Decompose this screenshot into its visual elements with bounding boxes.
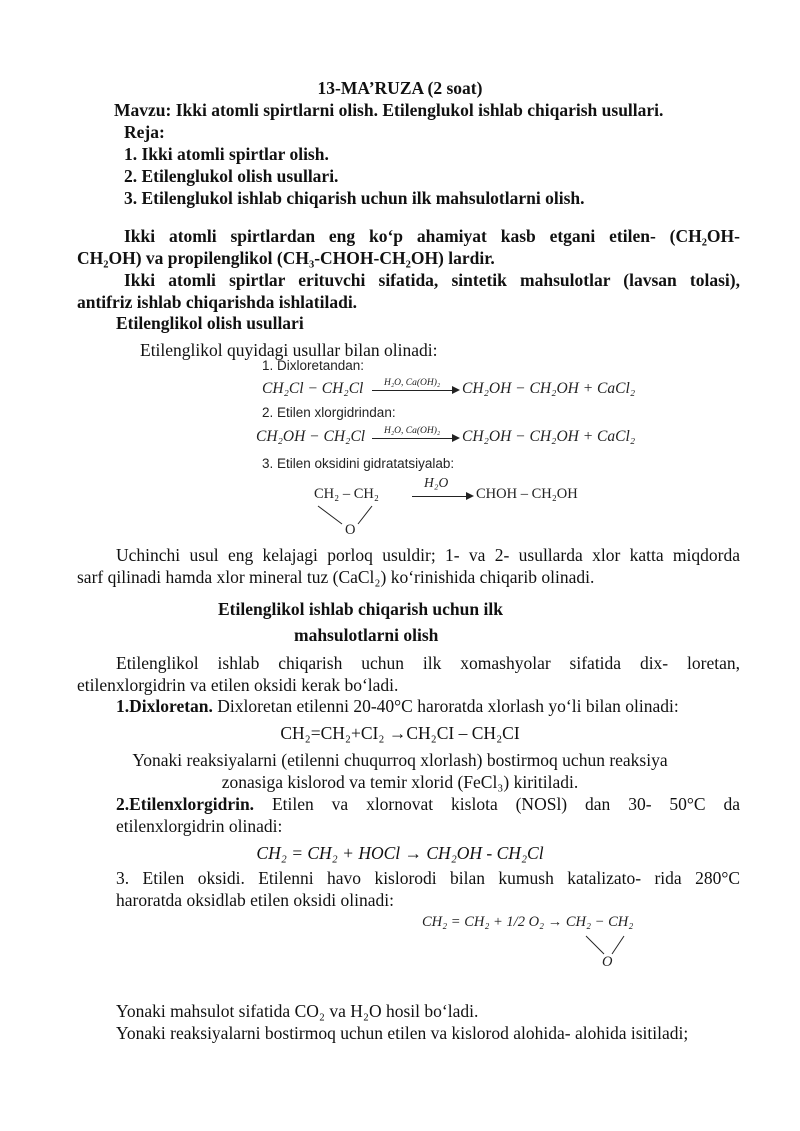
item3-oxygen: O — [602, 954, 613, 970]
method2-label: 2. Etilen xlorgidrindan: — [262, 405, 396, 420]
item3-line2: haroratda oksidlab etilen oksidi olinadi: — [116, 890, 394, 910]
method3-conditions: H₂O — [424, 475, 449, 490]
section-heading: Etilenglikol olish usullari — [116, 313, 304, 333]
item1-text: Dixloretan etilenni 20-40°C haroratda xlorlash yo‘li bilan olinadi: — [212, 696, 679, 716]
last-line: Yonaki reaksiyalarni bostirmoq uchun etilen va kislorod alohida- alohida isitiladi; — [116, 1023, 689, 1043]
method2-reactant: CH₂OH − CH₂Cl — [256, 428, 366, 445]
item2-line2: etilenxlorgidrin olinadi: — [116, 816, 283, 836]
plan-item-2: 2. Etilenglukol olish usullari. — [124, 166, 339, 186]
method2-conditions: H₂O, Ca(OH)₂ — [384, 426, 441, 436]
item1-equation: CH₂=CH₂+CI₂ →CH₂CI – CH₂CI — [280, 723, 520, 743]
intro-p2-line2: antifriz ishlab chiqarishda ishlatiladi. — [77, 292, 358, 312]
method1-conditions: H₂O, Ca(OH)₂ — [384, 378, 441, 388]
item3-line1: 3. Etilen oksidi. Etilenni havo kislorodi bilan kumush katalizato- rida 280°C — [116, 868, 740, 888]
method3-product: CHOH – CH₂OH — [476, 486, 578, 502]
method2-arrowhead — [452, 434, 460, 442]
section2-p1-line1: Etilenglikol ishlab chiqarish uchun ilk xomashyolar sifatida dix- loretan, — [116, 653, 740, 673]
item1-note-line2: zonasiga kislorod va temir xlorid (FeCl₃) kiritiladi. — [221, 772, 579, 792]
method1-reactant: CH₂Cl − CH₂Cl — [262, 380, 364, 397]
item2-line1 — [116, 794, 740, 815]
intro-p1-line1: Ikki atomli spirtlardan eng ko‘p ahamiyat kasb etgani etilen- (CH₂OH- — [124, 226, 740, 246]
method3-oxygen: O — [345, 522, 356, 538]
discussion-line1: Uchinchi usul eng kelajagi porloq usuldir; 1- va 2- usullarda xlor katta miqdorda — [116, 545, 740, 565]
item2-equation: CH₂ = CH₂ + HOCl → CH₂OH - CH₂Cl — [256, 843, 544, 863]
byproducts-line: Yonaki mahsulot sifatida CO₂ va H₂O hosil bo‘ladi. — [116, 1001, 479, 1021]
method3-reactant: CH₂ – CH₂ — [314, 486, 379, 502]
method1-arrow — [372, 390, 454, 391]
plan-item-3: 3. Etilenglukol ishlab chiqarish uchun ilk mahsulotlarni olish. — [124, 188, 585, 208]
method3-arrow — [412, 496, 468, 497]
section2-heading-line1: Etilenglikol ishlab chiqarish uchun ilk — [218, 599, 503, 619]
method3-label: 3. Etilen oksidini gidratatsiyalab: — [262, 456, 455, 471]
method3-arrowhead — [466, 492, 474, 500]
methods-intro: Etilenglikol quyidagi usullar bilan olinadi: — [140, 340, 438, 360]
item1-note-line1: Yonaki reaksiyalarni (etilenni chuqurroq xlorlash) bostirmoq uchun reaksiya — [132, 750, 668, 770]
intro-p1-line2: CH₂OH) va propilenglikol (CH₃-CHOH-CH₂OH) lardir. — [77, 248, 495, 268]
item1-label: 1.Dixloretan. — [116, 696, 213, 716]
item2-label: 2.Etilenxlorgidrin. — [116, 794, 255, 814]
item1-line — [116, 696, 679, 717]
section2-heading-line2: mahsulotlarni olish — [294, 625, 439, 645]
method2-product: CH₂OH − CH₂OH + CaCl₂ — [462, 428, 636, 445]
plan-label: Reja: — [124, 122, 165, 142]
plan-item-1: 1. Ikki atomli spirtlar olish. — [124, 144, 329, 164]
lecture-title: 13-MA’RUZA (2 soat) — [317, 78, 483, 98]
method1-arrowhead — [452, 386, 460, 394]
method2-arrow — [372, 438, 454, 439]
method1-product: CH₂OH − CH₂OH + CaCl₂ — [462, 380, 636, 397]
item3-equation: CH₂ = CH₂ + 1/2 O₂ → CH₂ − CH₂ — [422, 914, 634, 930]
discussion-line2: sarf qilinadi hamda xlor mineral tuz (CaCl₂) ko‘rinishida chiqarib olinadi. — [77, 567, 595, 587]
section2-p1-line2: etilenxlorgidrin va etilen oksidi kerak bo‘ladi. — [77, 675, 399, 695]
method1-label: 1. Dixloretandan: — [262, 358, 365, 373]
lecture-topic: Mavzu: Ikki atomli spirtlarni olish. Etilenglukol ishlab chiqarish usullari. — [114, 100, 664, 120]
intro-p2-line1: Ikki atomli spirtlar erituvchi sifatida, sintetik mahsulotlar (lavsan tolasi), — [124, 270, 740, 290]
item2-text: Etilen va xlornovat kislota (NOSl) dan 30- 50°C da — [271, 794, 741, 814]
